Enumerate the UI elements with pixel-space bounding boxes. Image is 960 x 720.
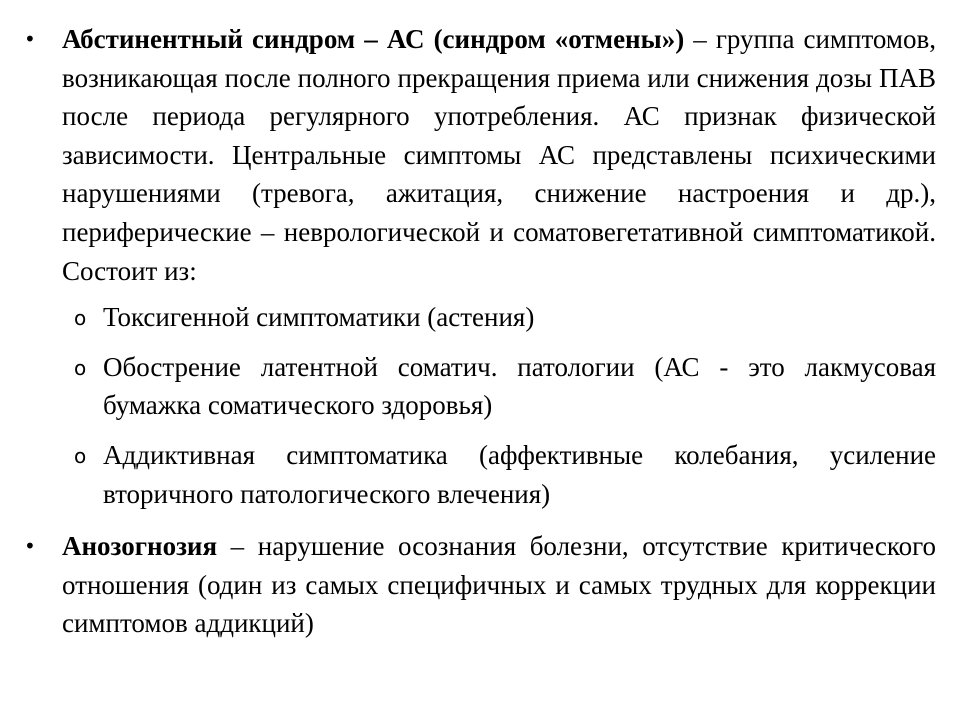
bullet-icon: • bbox=[24, 27, 36, 51]
bullet-icon: • bbox=[24, 534, 36, 559]
sub-item-toxigenic bbox=[62, 298, 936, 337]
sub-item-text: Токсигенной симптоматики (астения) bbox=[103, 302, 535, 333]
sub-item-text: Аддиктивная симптоматика (аффективные колебания, усиление вторичного патологического влечения) bbox=[103, 439, 936, 509]
term-anosognosia: Анозогнозия bbox=[62, 531, 218, 562]
definition-withdrawal-syndrome: – группа симптомов, возникающая после полного прекращения приема или снижения дозы ПАВ после периода регулярного употребления. АС признак физической зависимости. Центральные симптомы АС представлены психическими нарушениями (тревога, ажитация, снижение настроения и др.), периферические – неврологической и соматовегетативной симптоматикой. Состоит из: bbox=[62, 24, 936, 286]
sub-list bbox=[62, 298, 936, 513]
circle-bullet-icon: o bbox=[74, 355, 87, 380]
circle-bullet-icon: o bbox=[74, 443, 87, 468]
term-withdrawal-syndrome: Абстинентный синдром – АС (синдром «отмены») bbox=[62, 24, 685, 54]
sub-item-addictive bbox=[62, 436, 936, 513]
sub-item-text: Обострение латентной соматич. патологии (АС - это лакмусовая бумажка соматического здоровья) bbox=[103, 351, 936, 421]
sub-item-somatic bbox=[62, 348, 936, 425]
bullet-item-anosognosia bbox=[24, 527, 936, 643]
circle-bullet-icon: o bbox=[74, 306, 87, 331]
bullet-item-withdrawal-syndrome bbox=[24, 20, 936, 513]
bullet-list bbox=[24, 20, 936, 657]
definition-anosognosia: – нарушение осознания болезни, отсутствие критического отношения (один из самых специфичных и самых трудных для коррекции симптомов аддикций) bbox=[62, 531, 936, 639]
